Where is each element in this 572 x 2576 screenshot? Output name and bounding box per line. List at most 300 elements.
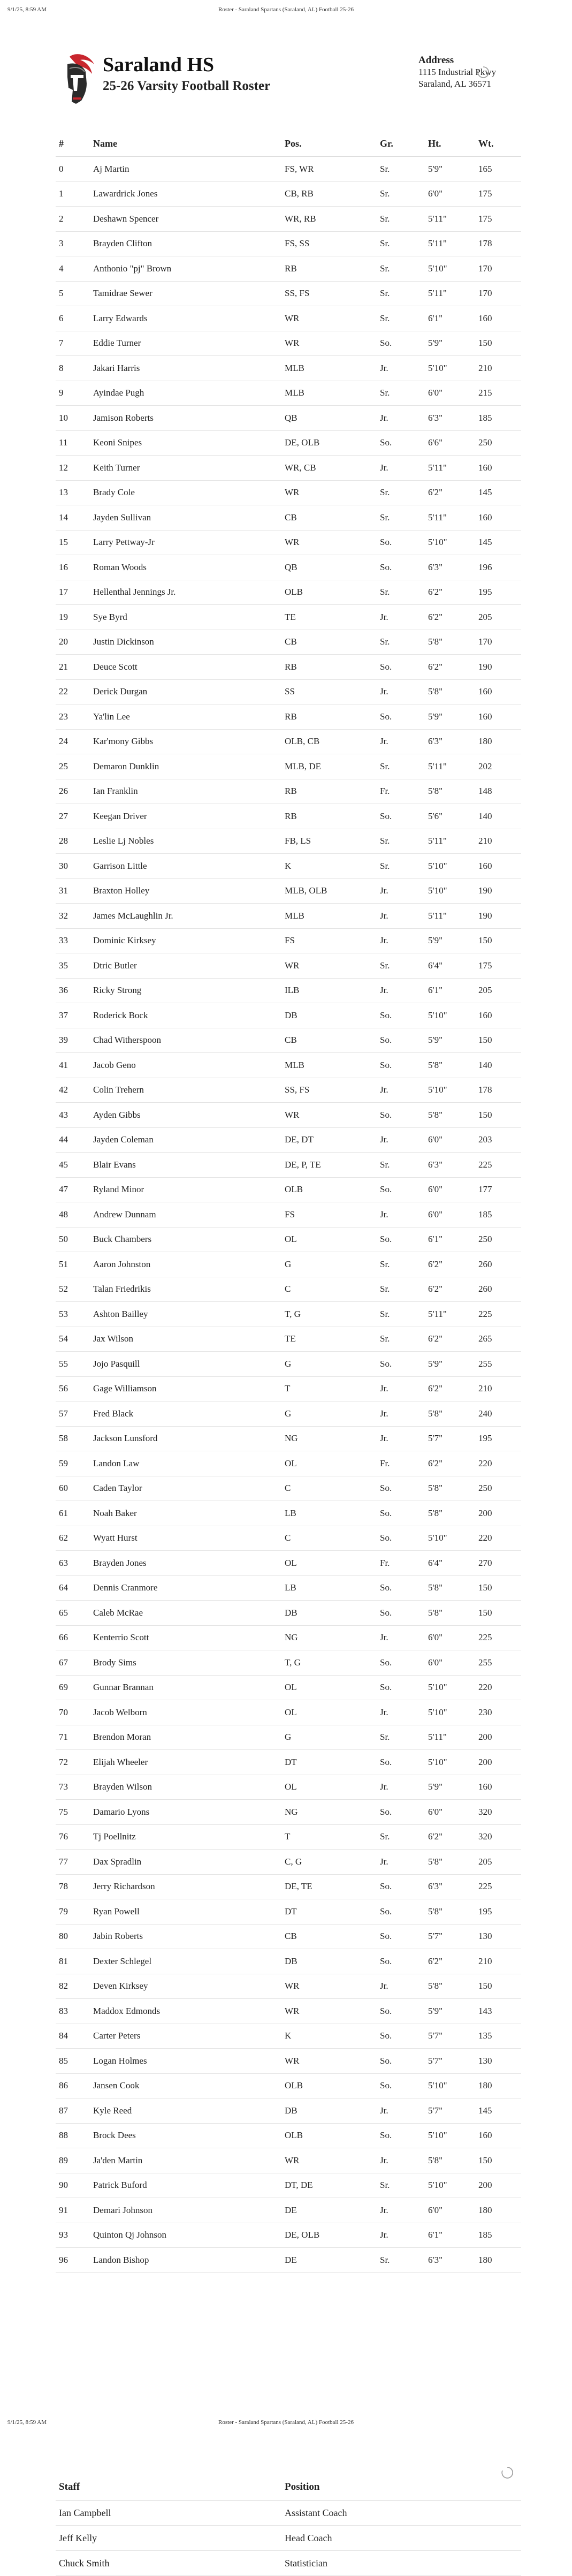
table-row <box>56 256 521 282</box>
player-height: 5'10" <box>425 1003 475 1028</box>
player-grade: Jr. <box>377 2198 425 2223</box>
table-row <box>56 1003 521 1028</box>
player-number: 72 <box>56 1750 90 1775</box>
player-position: RB <box>281 655 377 680</box>
player-height: 5'8" <box>425 1053 475 1078</box>
player-position: WR <box>281 2049 377 2074</box>
player-position: WR, CB <box>281 456 377 481</box>
player-position: WR <box>281 1103 377 1128</box>
player-grade: So. <box>377 1750 425 1775</box>
player-weight: 178 <box>475 231 521 256</box>
player-position: SS, FS <box>281 1078 377 1103</box>
player-position: MLB, OLB <box>281 878 377 904</box>
player-position: MLB <box>281 356 377 381</box>
player-number: 87 <box>56 2098 90 2124</box>
player-weight: 160 <box>475 679 521 704</box>
player-number: 42 <box>56 1078 90 1103</box>
player-number: 22 <box>56 679 90 704</box>
player-weight: 196 <box>475 555 521 580</box>
player-weight: 190 <box>475 655 521 680</box>
player-grade: Jr. <box>377 1426 425 1451</box>
player-height: 6'0" <box>425 381 475 406</box>
player-name: Fred Black <box>90 1401 281 1427</box>
player-grade: So. <box>377 1575 425 1601</box>
player-number: 64 <box>56 1575 90 1601</box>
player-height: 5'11" <box>425 505 475 531</box>
player-number: 88 <box>56 2123 90 2148</box>
player-weight: 170 <box>475 281 521 306</box>
table-row <box>56 2223 521 2248</box>
player-weight: 203 <box>475 1127 521 1153</box>
player-height: 6'0" <box>425 1650 475 1676</box>
player-weight: 150 <box>475 331 521 356</box>
player-weight: 210 <box>475 1376 521 1401</box>
player-weight: 185 <box>475 2223 521 2248</box>
player-name: Roderick Bock <box>90 1003 281 1028</box>
player-number: 78 <box>56 1874 90 1899</box>
player-height: 5'10" <box>425 2173 475 2198</box>
player-name: Talan Friedrikis <box>90 1277 281 1302</box>
player-grade: So. <box>377 1501 425 1526</box>
player-height: 5'11" <box>425 1302 475 1327</box>
loading-spinner-icon <box>476 65 490 79</box>
player-height: 5'8" <box>425 1850 475 1875</box>
player-weight: 260 <box>475 1277 521 1302</box>
player-name: James McLaughlin Jr. <box>90 904 281 929</box>
player-grade: So. <box>377 1999 425 2024</box>
player-weight: 150 <box>475 1103 521 1128</box>
player-height: 6'1" <box>425 306 475 331</box>
player-number: 10 <box>56 406 90 431</box>
player-weight: 185 <box>475 406 521 431</box>
column-header-name: Name <box>90 131 281 157</box>
player-name: Dtric Butler <box>90 953 281 979</box>
player-grade: Sr. <box>377 953 425 979</box>
table-row <box>56 1277 521 1302</box>
player-grade: Jr. <box>377 406 425 431</box>
player-weight: 150 <box>475 1028 521 1053</box>
player-grade: So. <box>377 704 425 730</box>
player-weight: 225 <box>475 1625 521 1650</box>
table-row <box>56 2098 521 2124</box>
player-number: 56 <box>56 1376 90 1401</box>
player-name: Ricky Strong <box>90 978 281 1003</box>
player-number: 67 <box>56 1650 90 1676</box>
player-position: WR <box>281 1999 377 2024</box>
player-name: Justin Dickinson <box>90 630 281 655</box>
player-position: DE, OLB <box>281 430 377 456</box>
player-number: 89 <box>56 2148 90 2173</box>
player-position: OL <box>281 1451 377 1476</box>
player-position: K <box>281 854 377 879</box>
player-position: FS, SS <box>281 231 377 256</box>
player-name: Dax Spradlin <box>90 1850 281 1875</box>
player-height: 5'7" <box>425 2098 475 2124</box>
player-weight: 265 <box>475 1327 521 1352</box>
staff-header-row <box>56 2474 521 2501</box>
player-grade: So. <box>377 555 425 580</box>
table-row <box>56 1426 521 1451</box>
player-weight: 195 <box>475 1899 521 1925</box>
player-position: CB <box>281 505 377 531</box>
player-position: LB <box>281 1575 377 1601</box>
table-row <box>56 904 521 929</box>
player-grade: So. <box>377 1949 425 1974</box>
player-weight: 170 <box>475 256 521 282</box>
player-weight: 255 <box>475 1352 521 1377</box>
player-name: Ya'lin Lee <box>90 704 281 730</box>
player-position: DT <box>281 1899 377 1925</box>
table-row <box>56 1103 521 1128</box>
player-height: 6'2" <box>425 605 475 630</box>
player-weight: 160 <box>475 505 521 531</box>
table-row <box>56 2123 521 2148</box>
player-name: Ja'den Martin <box>90 2148 281 2173</box>
player-height: 5'9" <box>425 1999 475 2024</box>
player-grade: So. <box>377 530 425 555</box>
player-weight: 160 <box>475 1775 521 1800</box>
player-position: NG <box>281 1800 377 1825</box>
table-row <box>56 2526 521 2551</box>
player-height: 5'8" <box>425 1476 475 1501</box>
player-grade: Jr. <box>377 1127 425 1153</box>
player-grade: Jr. <box>377 978 425 1003</box>
player-height: 5'10" <box>425 2073 475 2098</box>
player-number: 45 <box>56 1153 90 1178</box>
staff-position: Assistant Coach <box>281 2501 521 2526</box>
table-row <box>56 1451 521 1476</box>
player-grade: Sr. <box>377 1153 425 1178</box>
player-number: 14 <box>56 505 90 531</box>
player-grade: So. <box>377 1476 425 1501</box>
player-height: 6'2" <box>425 1277 475 1302</box>
player-number: 11 <box>56 430 90 456</box>
table-row <box>56 1327 521 1352</box>
player-name: Jamison Roberts <box>90 406 281 431</box>
player-weight: 143 <box>475 1999 521 2024</box>
player-position: DE <box>281 2198 377 2223</box>
table-row <box>56 1999 521 2024</box>
player-grade: Jr. <box>377 356 425 381</box>
table-row <box>56 1302 521 1327</box>
table-row <box>56 1974 521 1999</box>
table-row <box>56 2024 521 2049</box>
player-grade: Sr. <box>377 580 425 605</box>
player-name: Larry Pettway-Jr <box>90 530 281 555</box>
player-name: Kar'mony Gibbs <box>90 729 281 754</box>
table-row <box>56 1949 521 1974</box>
player-position: K <box>281 2024 377 2049</box>
player-name: Leslie Lj Nobles <box>90 829 281 854</box>
player-weight: 175 <box>475 181 521 207</box>
player-weight: 140 <box>475 1053 521 1078</box>
player-height: 5'10" <box>425 878 475 904</box>
player-position: FB, LS <box>281 829 377 854</box>
table-row <box>56 1675 521 1700</box>
player-height: 5'9" <box>425 157 475 182</box>
player-grade: Sr. <box>377 2173 425 2198</box>
table-row <box>56 1700 521 1725</box>
player-number: 6 <box>56 306 90 331</box>
player-weight: 270 <box>475 1551 521 1576</box>
player-name: Elijah Wheeler <box>90 1750 281 1775</box>
player-name: Gunnar Brannan <box>90 1675 281 1700</box>
player-name: Larry Edwards <box>90 306 281 331</box>
player-height: 5'11" <box>425 281 475 306</box>
table-row <box>56 1924 521 1949</box>
player-grade: So. <box>377 2024 425 2049</box>
player-number: 52 <box>56 1277 90 1302</box>
player-grade: Sr. <box>377 1327 425 1352</box>
player-grade: Sr. <box>377 480 425 505</box>
table-row <box>56 1078 521 1103</box>
table-row <box>56 281 521 306</box>
player-number: 58 <box>56 1426 90 1451</box>
player-weight: 175 <box>475 207 521 232</box>
player-grade: Jr. <box>377 1775 425 1800</box>
player-position: LB <box>281 1501 377 1526</box>
player-grade: So. <box>377 1103 425 1128</box>
player-weight: 160 <box>475 2123 521 2148</box>
player-name: Brody Sims <box>90 1650 281 1676</box>
player-name: Derick Durgan <box>90 679 281 704</box>
player-weight: 240 <box>475 1401 521 1427</box>
player-number: 0 <box>56 157 90 182</box>
player-name: Deuce Scott <box>90 655 281 680</box>
table-row <box>56 157 521 182</box>
player-position: OLB <box>281 2123 377 2148</box>
player-number: 21 <box>56 655 90 680</box>
player-number: 79 <box>56 1899 90 1925</box>
player-weight: 320 <box>475 1824 521 1850</box>
player-position: QB <box>281 406 377 431</box>
player-weight: 210 <box>475 1949 521 1974</box>
player-name: Keegan Driver <box>90 804 281 829</box>
player-position: RB <box>281 256 377 282</box>
player-grade: Sr. <box>377 505 425 531</box>
player-weight: 205 <box>475 605 521 630</box>
player-grade: Sr. <box>377 1302 425 1327</box>
player-height: 5'8" <box>425 2148 475 2173</box>
table-row <box>56 1401 521 1427</box>
player-weight: 230 <box>475 1700 521 1725</box>
player-height: 6'3" <box>425 729 475 754</box>
player-number: 47 <box>56 1177 90 1202</box>
player-grade: Fr. <box>377 1551 425 1576</box>
player-number: 39 <box>56 1028 90 1053</box>
player-number: 16 <box>56 555 90 580</box>
table-row <box>56 1476 521 1501</box>
player-number: 41 <box>56 1053 90 1078</box>
player-height: 5'8" <box>425 679 475 704</box>
player-name: Jacob Welborn <box>90 1700 281 1725</box>
player-name: Jakari Harris <box>90 356 281 381</box>
player-name: Brayden Wilson <box>90 1775 281 1800</box>
player-height: 5'7" <box>425 1924 475 1949</box>
player-position: C <box>281 1277 377 1302</box>
player-number: 86 <box>56 2073 90 2098</box>
player-weight: 180 <box>475 729 521 754</box>
player-height: 5'8" <box>425 1401 475 1427</box>
player-position: NG <box>281 1625 377 1650</box>
table-row <box>56 1725 521 1750</box>
player-weight: 140 <box>475 804 521 829</box>
player-grade: Jr. <box>377 1376 425 1401</box>
player-grade: Jr. <box>377 2148 425 2173</box>
player-weight: 225 <box>475 1302 521 1327</box>
player-name: Anthonio "pj" Brown <box>90 256 281 282</box>
player-number: 3 <box>56 231 90 256</box>
player-grade: Jr. <box>377 1078 425 1103</box>
player-grade: So. <box>377 1601 425 1626</box>
player-number: 26 <box>56 779 90 804</box>
player-number: 13 <box>56 480 90 505</box>
player-position: DT <box>281 1750 377 1775</box>
player-name: Tamidrae Sewer <box>90 281 281 306</box>
player-name: Eddie Turner <box>90 331 281 356</box>
player-name: Deshawn Spencer <box>90 207 281 232</box>
print-header <box>0 0 572 16</box>
player-position: G <box>281 1352 377 1377</box>
table-row <box>56 605 521 630</box>
player-grade: Jr. <box>377 878 425 904</box>
player-position: OLB <box>281 2073 377 2098</box>
player-height: 5'7" <box>425 1426 475 1451</box>
player-height: 5'10" <box>425 256 475 282</box>
table-row <box>56 2148 521 2173</box>
player-height: 5'8" <box>425 630 475 655</box>
table-row <box>56 2248 521 2273</box>
player-number: 24 <box>56 729 90 754</box>
player-position: RB <box>281 704 377 730</box>
player-position: CB, RB <box>281 181 377 207</box>
player-grade: So. <box>377 2049 425 2074</box>
player-height: 5'8" <box>425 1103 475 1128</box>
player-name: Keoni Snipes <box>90 430 281 456</box>
player-weight: 180 <box>475 2248 521 2273</box>
player-name: Damario Lyons <box>90 1800 281 1825</box>
player-grade: Sr. <box>377 1725 425 1750</box>
player-position: MLB, DE <box>281 754 377 779</box>
player-grade: Jr. <box>377 1974 425 1999</box>
player-name: Ryland Minor <box>90 1177 281 1202</box>
table-row <box>56 1376 521 1401</box>
player-number: 75 <box>56 1800 90 1825</box>
player-grade: So. <box>377 1924 425 1949</box>
player-name: Ashton Bailley <box>90 1302 281 1327</box>
player-height: 6'3" <box>425 406 475 431</box>
player-position: C, G <box>281 1850 377 1875</box>
player-height: 5'8" <box>425 1974 475 1999</box>
player-name: Kyle Reed <box>90 2098 281 2124</box>
player-number: 17 <box>56 580 90 605</box>
player-position: ILB <box>281 978 377 1003</box>
player-weight: 160 <box>475 306 521 331</box>
player-height: 5'11" <box>425 207 475 232</box>
player-position: DB <box>281 1949 377 1974</box>
player-name: Dexter Schlegel <box>90 1949 281 1974</box>
player-grade: Sr. <box>377 306 425 331</box>
player-height: 6'0" <box>425 181 475 207</box>
player-name: Deven Kirksey <box>90 1974 281 1999</box>
player-grade: So. <box>377 1800 425 1825</box>
player-number: 60 <box>56 1476 90 1501</box>
player-name: Buck Chambers <box>90 1227 281 1252</box>
player-height: 5'6" <box>425 804 475 829</box>
player-name: Keith Turner <box>90 456 281 481</box>
player-grade: Jr. <box>377 679 425 704</box>
player-height: 6'2" <box>425 1949 475 1974</box>
player-position: OL <box>281 1227 377 1252</box>
player-name: Maddox Edmonds <box>90 1999 281 2024</box>
player-name: Jackson Lunsford <box>90 1426 281 1451</box>
table-row <box>56 381 521 406</box>
table-row <box>56 1227 521 1252</box>
player-name: Ryan Powell <box>90 1899 281 1925</box>
roster-table <box>56 131 521 2273</box>
player-height: 5'8" <box>425 779 475 804</box>
table-row <box>56 1177 521 1202</box>
player-weight: 225 <box>475 1874 521 1899</box>
player-weight: 205 <box>475 978 521 1003</box>
player-name: Wyatt Hurst <box>90 1526 281 1551</box>
player-weight: 255 <box>475 1650 521 1676</box>
player-name: Jerry Richardson <box>90 1874 281 1899</box>
player-grade: Jr. <box>377 928 425 953</box>
player-height: 6'0" <box>425 2198 475 2223</box>
player-number: 65 <box>56 1601 90 1626</box>
player-position: G <box>281 1252 377 1277</box>
table-row <box>56 1750 521 1775</box>
player-number: 59 <box>56 1451 90 1476</box>
player-height: 6'6" <box>425 430 475 456</box>
player-grade: So. <box>377 2073 425 2098</box>
player-weight: 180 <box>475 2198 521 2223</box>
player-grade: Sr. <box>377 1277 425 1302</box>
table-row <box>56 1874 521 1899</box>
table-row <box>56 754 521 779</box>
player-grade: Sr. <box>377 157 425 182</box>
player-weight: 195 <box>475 580 521 605</box>
player-number: 57 <box>56 1401 90 1427</box>
player-number: 81 <box>56 1949 90 1974</box>
player-height: 5'10" <box>425 1675 475 1700</box>
player-position: T <box>281 1824 377 1850</box>
player-name: Carter Peters <box>90 2024 281 2049</box>
table-row <box>56 878 521 904</box>
player-name: Jojo Pasquill <box>90 1352 281 1377</box>
player-grade: Sr. <box>377 1252 425 1277</box>
player-number: 44 <box>56 1127 90 1153</box>
player-name: Garrison Little <box>90 854 281 879</box>
column-header-grade: Gr. <box>377 131 425 157</box>
table-row <box>56 804 521 829</box>
player-height: 5'9" <box>425 1352 475 1377</box>
player-weight: 220 <box>475 1675 521 1700</box>
player-position: TE <box>281 1327 377 1352</box>
player-height: 6'0" <box>425 1202 475 1228</box>
player-number: 62 <box>56 1526 90 1551</box>
address-block <box>418 55 525 90</box>
player-weight: 205 <box>475 1850 521 1875</box>
player-weight: 145 <box>475 530 521 555</box>
player-height: 6'4" <box>425 1551 475 1576</box>
table-row <box>56 207 521 232</box>
table-row <box>56 2049 521 2074</box>
player-height: 5'11" <box>425 231 475 256</box>
player-position: T, G <box>281 1302 377 1327</box>
player-name: Sye Byrd <box>90 605 281 630</box>
